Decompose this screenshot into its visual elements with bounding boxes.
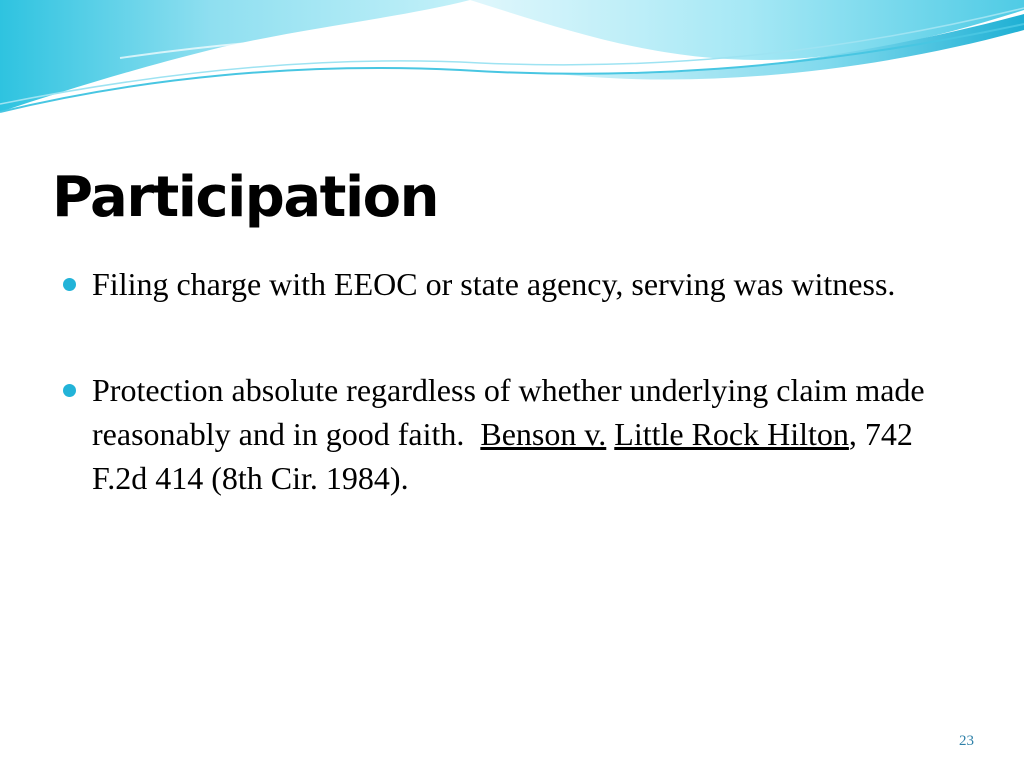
bullet-icon	[63, 278, 76, 291]
bullet-item	[62, 368, 962, 500]
bullet-text: Filing charge with EEOC or state agency, serving was witness.	[92, 266, 896, 302]
page-number: 23	[959, 733, 974, 749]
wave-header-decoration	[0, 0, 1024, 130]
bullet-icon	[63, 384, 76, 397]
case-name-part1: Benson v.	[480, 416, 607, 452]
bullet-text: Protection absolute regardless of whether underlying claim made reasonably and in good faith.	[92, 372, 925, 452]
bullet-list	[62, 262, 962, 500]
case-citation: , 742 F.2d 414 (8th Cir. 1984).	[92, 416, 913, 496]
bullet-item	[62, 262, 962, 306]
case-name-part2: Little Rock Hilton	[614, 416, 849, 452]
slide-title: Participation	[52, 165, 438, 230]
